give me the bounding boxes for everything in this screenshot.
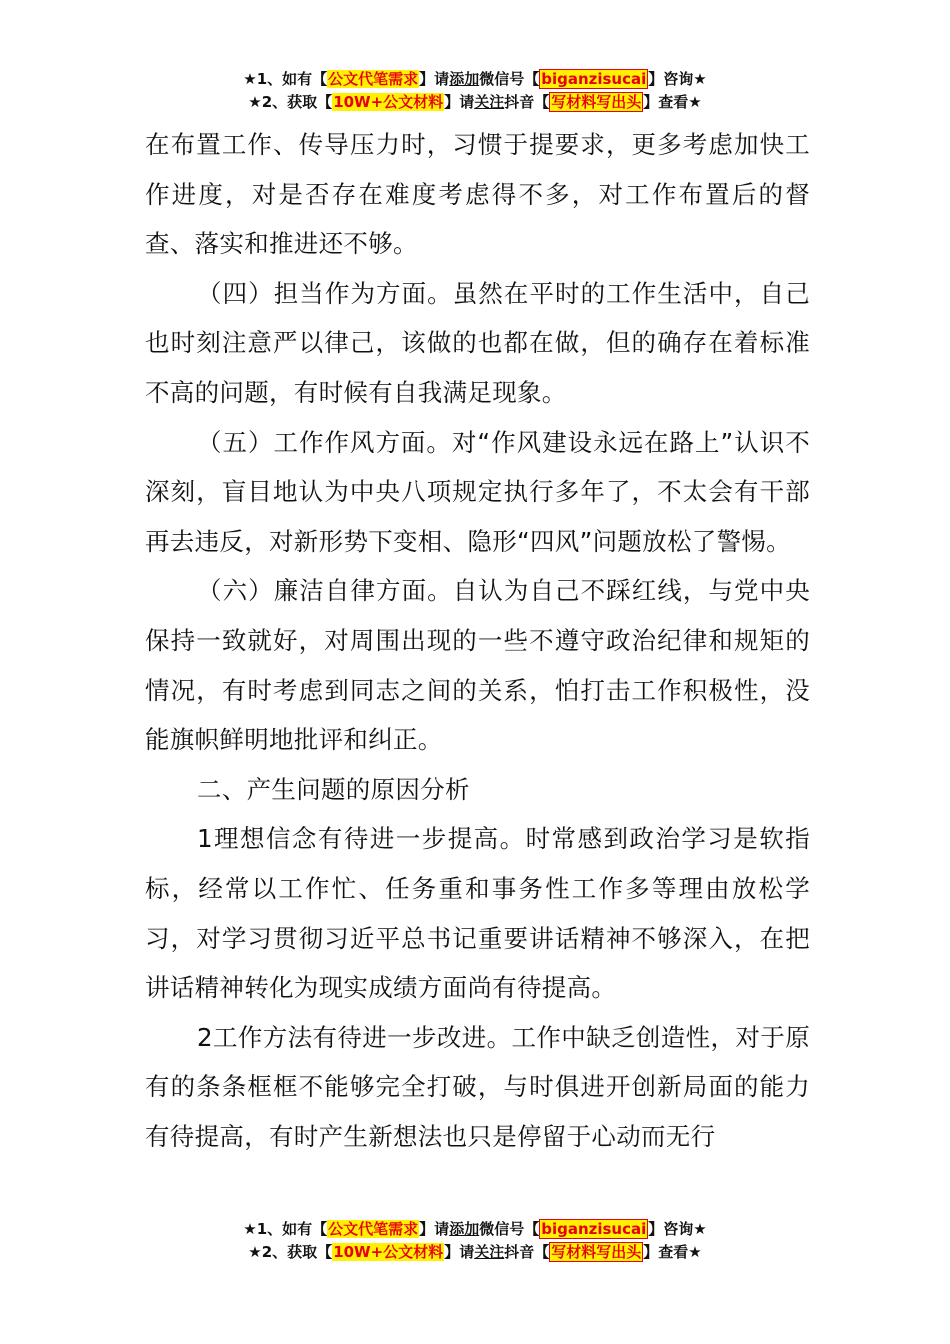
banner-text: 】请: [444, 1243, 475, 1261]
banner-highlight: 公文代笔需求: [328, 70, 419, 88]
banner-text: 】咨询★: [648, 70, 707, 88]
banner-wechat-id: biganzisucai: [541, 70, 647, 88]
banner-text: 】请: [444, 93, 475, 111]
banner-text: 】咨询★: [648, 1220, 707, 1238]
banner-line-1: [0, 1218, 950, 1241]
banner-line-2: [0, 91, 950, 114]
paragraph: 1理想信念有待进一步提高。时常感到政治学习是软指标，经常以工作忙、任务重和事务性工作多等理由放松学习，对学习贯彻习近平总书记重要讲话精神不够深入，在把讲话精神转化为现实成绩方面尚有待提高。: [145, 824, 810, 1003]
banner-underline: 添加: [449, 70, 480, 88]
header-banner: [0, 68, 950, 114]
banner-line-1: [0, 68, 950, 91]
banner-text: 】请: [419, 1220, 450, 1238]
banner-text: 微信号【: [479, 70, 540, 88]
banner-text: ★1、如有【: [243, 70, 328, 88]
paragraph: 在布置工作、传导压力时，习惯于提要求，更多考虑加快工作进度，对是否存在难度考虑得不多，对工作布置后的督查、落实和推进还不够。: [145, 130, 810, 259]
banner-wechat-id: biganzisucai: [541, 1220, 647, 1238]
banner-text: ★1、如有【: [243, 1220, 328, 1238]
banner-highlight: 公文代笔需求: [328, 1220, 419, 1238]
banner-line-2: [0, 1241, 950, 1264]
paragraph: （五）工作作风方面。对“作风建设永远在路上”认识不深刻，盲目地认为中央八项规定执行多年了，不太会有干部再去违反，对新形势下变相、隐形“四风”问题放松了警惕。: [145, 427, 810, 556]
banner-text: 】请: [419, 70, 450, 88]
banner-douyin-id: 写材料写出头: [551, 93, 642, 111]
banner-highlight: 10W+公文材料: [333, 93, 444, 111]
banner-underline: 关注: [474, 1243, 505, 1261]
banner-text: 】查看★: [643, 1243, 702, 1261]
banner-text: 微信号【: [479, 1220, 540, 1238]
banner-text: 】查看★: [643, 93, 702, 111]
banner-douyin-id: 写材料写出头: [551, 1243, 642, 1261]
banner-text: ★2、获取【: [248, 1243, 333, 1261]
footer-banner: [0, 1218, 950, 1264]
banner-underline: 添加: [449, 1220, 480, 1238]
paragraph: （四）担当作为方面。虽然在平时的工作生活中，自己也时刻注意严以律己，该做的也都在做，但的确存在着标准不高的问题，有时候有自我满足现象。: [145, 278, 810, 407]
section-heading: 二、产生问题的原因分析: [197, 774, 470, 804]
paragraph: 2工作方法有待进一步改进。工作中缺乏创造性，对于原有的条条框框不能够完全打破，与时俱进开创新局面的能力有待提高，有时产生新想法也只是停留于心动而无行: [145, 1022, 810, 1151]
banner-text: 抖音【: [504, 1243, 550, 1261]
banner-underline: 关注: [474, 93, 505, 111]
banner-highlight: 10W+公文材料: [333, 1243, 444, 1261]
banner-text: 抖音【: [504, 93, 550, 111]
paragraph: （六）廉洁自律方面。自认为自己不踩红线，与党中央保持一致就好，对周围出现的一些不遵守政治纪律和规矩的情况，有时考虑到同志之间的关系，怕打击工作积极性，没能旗帜鲜明地批评和纠正。: [145, 576, 810, 755]
banner-text: ★2、获取【: [248, 93, 333, 111]
document-body: [145, 120, 810, 1161]
